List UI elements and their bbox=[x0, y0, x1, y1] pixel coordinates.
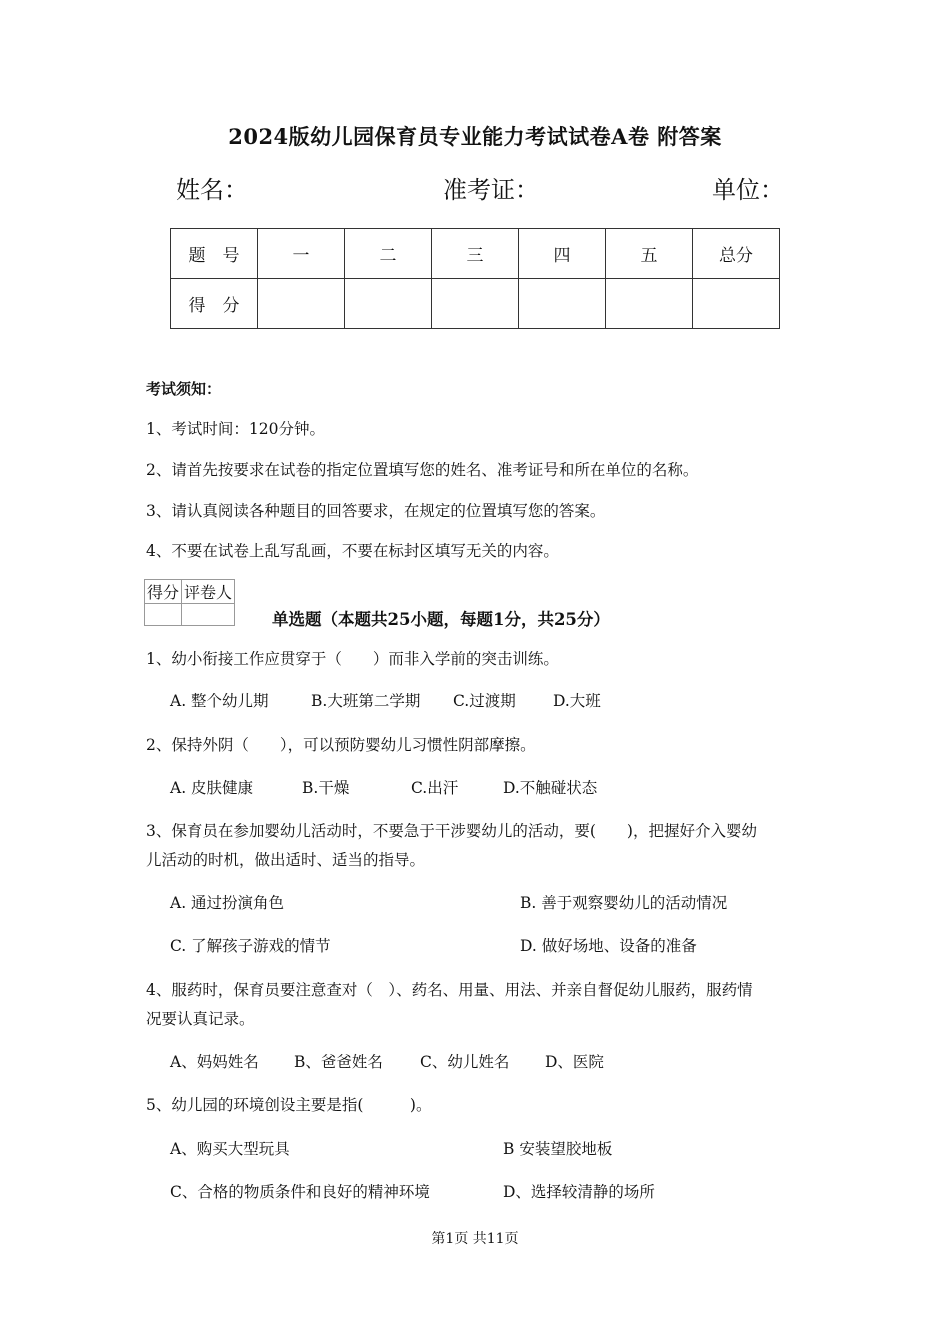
grader-name-cell[interactable] bbox=[182, 604, 235, 626]
score-header-cell: 二 bbox=[345, 229, 432, 279]
question-stem: 2、保持外阴（ ），可以预防婴幼儿习惯性阴部摩擦。 bbox=[146, 736, 536, 754]
option-c[interactable]: C. 了解孩子游戏的情节 bbox=[170, 937, 331, 955]
grader-score-cell[interactable] bbox=[145, 604, 182, 626]
option-a[interactable]: A. 通过扮演角色 bbox=[170, 894, 285, 912]
option-b[interactable]: B.大班第二学期 bbox=[311, 692, 421, 710]
notice-item: 2、请首先按要求在试卷的指定位置填写您的姓名、准考证号和所在单位的名称。 bbox=[146, 461, 699, 479]
option-d[interactable]: D、医院 bbox=[545, 1053, 604, 1071]
option-a[interactable]: A、妈妈姓名 bbox=[170, 1053, 259, 1071]
grader-score-label: 得分 bbox=[145, 580, 182, 604]
score-cell[interactable] bbox=[258, 279, 345, 329]
option-d[interactable]: D.大班 bbox=[553, 692, 601, 710]
page-footer: 第1页 共11页 bbox=[431, 1231, 519, 1247]
score-header-cell: 三 bbox=[432, 229, 519, 279]
option-b[interactable]: B.干燥 bbox=[302, 779, 350, 797]
score-header-cell: 五 bbox=[606, 229, 693, 279]
page-title: 2024版幼儿园保育员专业能力考试试卷A卷 附答案 bbox=[228, 124, 722, 149]
score-cell[interactable] bbox=[606, 279, 693, 329]
option-b[interactable]: B 安装望胶地板 bbox=[503, 1140, 613, 1158]
question-stem: 1、幼小衔接工作应贯穿于（ ）而非入学前的突击训练。 bbox=[146, 650, 559, 668]
score-cell[interactable] bbox=[345, 279, 432, 329]
score-header-cell: 四 bbox=[519, 229, 606, 279]
option-c[interactable]: C、幼儿姓名 bbox=[420, 1053, 510, 1071]
question-stem: 4、服药时，保育员要注意查对（ ）、药名、用量、用法、并亲自督促幼儿服药，服药情 bbox=[146, 981, 753, 999]
score-row-label: 得 分 bbox=[171, 279, 258, 329]
notice-item: 1、考试时间：120分钟。 bbox=[146, 420, 325, 438]
question-stem: 5、幼儿园的环境创设主要是指( )。 bbox=[146, 1096, 432, 1114]
option-a[interactable]: A. 整个幼儿期 bbox=[170, 692, 269, 710]
score-header-cell: 题 号 bbox=[171, 229, 258, 279]
notice-heading: 考试须知： bbox=[146, 380, 222, 398]
score-table-score-row bbox=[171, 279, 780, 329]
option-d[interactable]: D. 做好场地、设备的准备 bbox=[520, 937, 697, 955]
option-a[interactable]: A. 皮肤健康 bbox=[170, 779, 254, 797]
option-d[interactable]: D.不触碰状态 bbox=[503, 779, 598, 797]
option-b[interactable]: B. 善于观察婴幼儿的活动情况 bbox=[520, 894, 728, 912]
option-c[interactable]: C、合格的物质条件和良好的精神环境 bbox=[170, 1183, 430, 1201]
option-b[interactable]: B、爸爸姓名 bbox=[294, 1053, 383, 1071]
unit-field-label: 单位： bbox=[712, 176, 784, 204]
score-header-cell: 一 bbox=[258, 229, 345, 279]
grader-table bbox=[144, 579, 235, 626]
option-d[interactable]: D、选择较清静的场所 bbox=[503, 1183, 655, 1201]
notice-item: 4、不要在试卷上乱写乱画，不要在标封区填写无关的内容。 bbox=[146, 542, 559, 560]
question-stem-continued: 况要认真记录。 bbox=[146, 1010, 255, 1028]
score-cell[interactable] bbox=[432, 279, 519, 329]
name-field-label: 姓名： bbox=[176, 176, 248, 204]
option-c[interactable]: C.过渡期 bbox=[453, 692, 516, 710]
option-c[interactable]: C.出汗 bbox=[411, 779, 459, 797]
option-a[interactable]: A、购买大型玩具 bbox=[170, 1140, 290, 1158]
exam-id-field-label: 准考证： bbox=[443, 176, 539, 204]
question-stem: 3、保育员在参加婴幼儿活动时，不要急于干涉婴幼儿的活动，要( )，把握好介入婴幼 bbox=[146, 822, 757, 840]
score-cell[interactable] bbox=[519, 279, 606, 329]
score-header-cell: 总分 bbox=[693, 229, 780, 279]
score-table bbox=[170, 228, 780, 329]
score-cell[interactable] bbox=[693, 279, 780, 329]
question-stem-continued: 儿活动的时机，做出适时、适当的指导。 bbox=[146, 851, 426, 869]
grader-name-label: 评卷人 bbox=[182, 580, 235, 604]
section-title: 单选题（本题共25小题，每题1分，共25分） bbox=[272, 610, 610, 629]
notice-item: 3、请认真阅读各种题目的回答要求，在规定的位置填写您的答案。 bbox=[146, 502, 606, 520]
score-table-header-row bbox=[171, 229, 780, 279]
